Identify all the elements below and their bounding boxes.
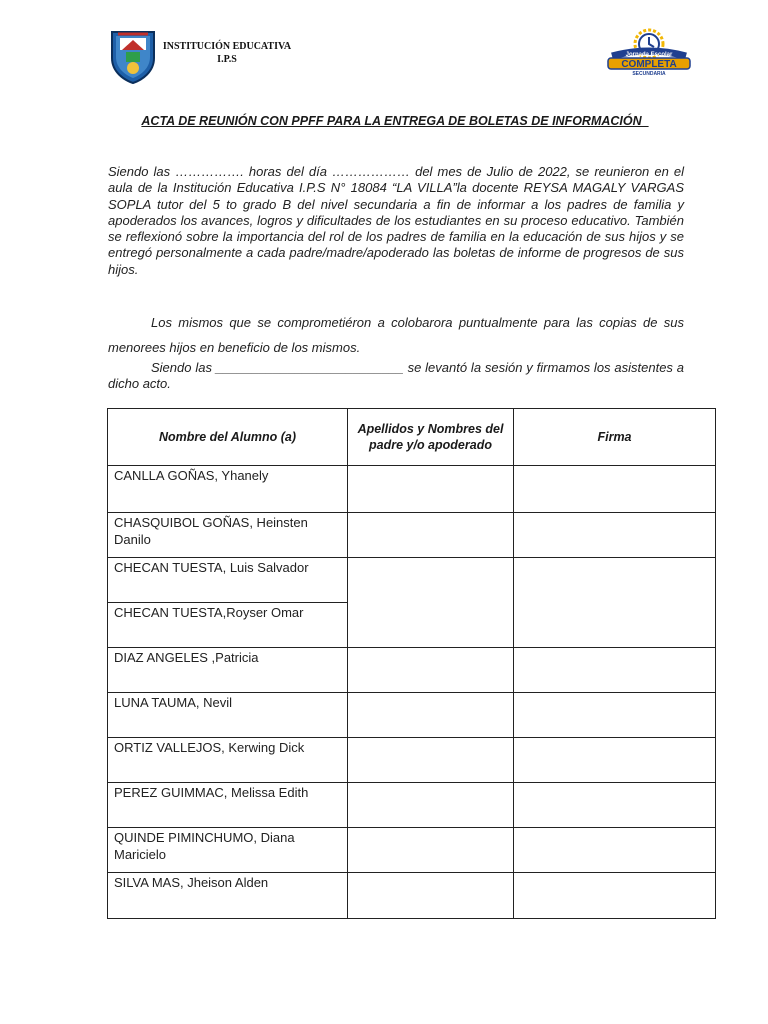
signature-cell[interactable] <box>514 648 716 693</box>
parent-name-cell[interactable] <box>348 738 514 783</box>
header-parent-name: Apellidos y Nombres del padre y/o apoderado <box>348 409 514 466</box>
table-row <box>108 873 716 919</box>
institution-name-line2: I.P.S <box>217 54 237 65</box>
student-name-cell: CHECAN TUESTA, Luis Salvador <box>108 558 348 603</box>
document-title: ACTA DE REUNIÓN CON PPFF PARA LA ENTREGA DE BOLETAS DE INFORMACIÓN <box>141 114 649 128</box>
signature-cell[interactable] <box>514 513 716 558</box>
table-row <box>108 466 716 513</box>
logo-jornada-text: Jornada Escolar <box>625 52 673 58</box>
institution-shield-logo <box>108 28 158 84</box>
parent-name-cell[interactable] <box>348 466 514 513</box>
student-name-cell: CHECAN TUESTA,Royser Omar <box>108 603 348 648</box>
institution-name-line1: INSTITUCIÓN EDUCATIVA <box>162 41 292 52</box>
student-name-cell: CANLLA GOÑAS, Yhanely <box>108 466 348 513</box>
signature-cell[interactable] <box>514 873 716 919</box>
table-row <box>108 738 716 783</box>
header-student-name: Nombre del Alumno (a) <box>108 409 348 466</box>
paragraph-meeting-details: Siendo las ……………. horas del día ……………… del mes de Julio de 2022, se reunieron en el aula de la Institución Educativa I.P.S N° 18084 “LA VILLA”la docente REYSA MAGALY VARGAS SOPLA tutor del 5 to grado B del nivel secundaria a fin de informar a los padres de familia y apoderados los avances, logros y dificultades de los estudiantes en su proceso educativo. También se reflexionó sobre la importancia del rol de los padres de familia en la educación de sus hijos y se entregó personalmente a cada padre/madre/apoderado las boletas de informe de progresos de sus hijos. <box>108 164 684 277</box>
student-name-cell: DIAZ ANGELES ,Patricia <box>108 648 348 693</box>
table-row <box>108 648 716 693</box>
parent-name-cell[interactable] <box>348 828 514 873</box>
logo-completa-text: COMPLETA <box>621 59 677 70</box>
parent-name-cell[interactable] <box>348 648 514 693</box>
signature-cell[interactable] <box>514 783 716 828</box>
signature-cell[interactable] <box>514 558 716 648</box>
document-header <box>0 0 768 100</box>
student-name-cell: QUINDE PIMINCHUMO, Diana Maricielo <box>108 828 348 873</box>
student-name-cell: PEREZ GUIMMAC, Melissa Edith <box>108 783 348 828</box>
logo-secundaria-text: SECUNDARIA <box>632 71 666 76</box>
attendance-signature-table <box>107 408 716 919</box>
table-row <box>108 513 716 558</box>
parent-name-cell[interactable] <box>348 873 514 919</box>
signature-cell[interactable] <box>514 693 716 738</box>
table-row <box>108 783 716 828</box>
jornada-escolar-completa-logo <box>604 26 694 76</box>
paragraph-commitment: Los mismos que se comprometiéron a colobarora puntualmente para las copias de sus menorees hijos en beneficio de los mismos. <box>108 315 684 355</box>
parent-name-cell[interactable] <box>348 783 514 828</box>
table-row <box>108 828 716 873</box>
student-name-cell: ORTIZ VALLEJOS, Kerwing Dick <box>108 738 348 783</box>
student-name-cell: SILVA MAS, Jheison Alden <box>108 873 348 919</box>
student-name-cell: LUNA TAUMA, Nevil <box>108 693 348 738</box>
signature-cell[interactable] <box>514 466 716 513</box>
parent-name-cell[interactable] <box>348 513 514 558</box>
parent-name-cell[interactable] <box>348 693 514 738</box>
header-signature: Firma <box>514 409 716 466</box>
institution-name <box>157 40 297 66</box>
table-row <box>108 558 716 603</box>
signature-cell[interactable] <box>514 828 716 873</box>
table-header-row <box>108 409 716 466</box>
student-name-cell: CHASQUIBOL GOÑAS, Heinsten Danilo <box>108 513 348 558</box>
table-row <box>108 693 716 738</box>
paragraph-closing: Siendo las __________________________ se levantó la sesión y firmamos los asistentes a dicho acto. <box>108 360 684 392</box>
parent-name-cell[interactable] <box>348 558 514 648</box>
signature-cell[interactable] <box>514 738 716 783</box>
